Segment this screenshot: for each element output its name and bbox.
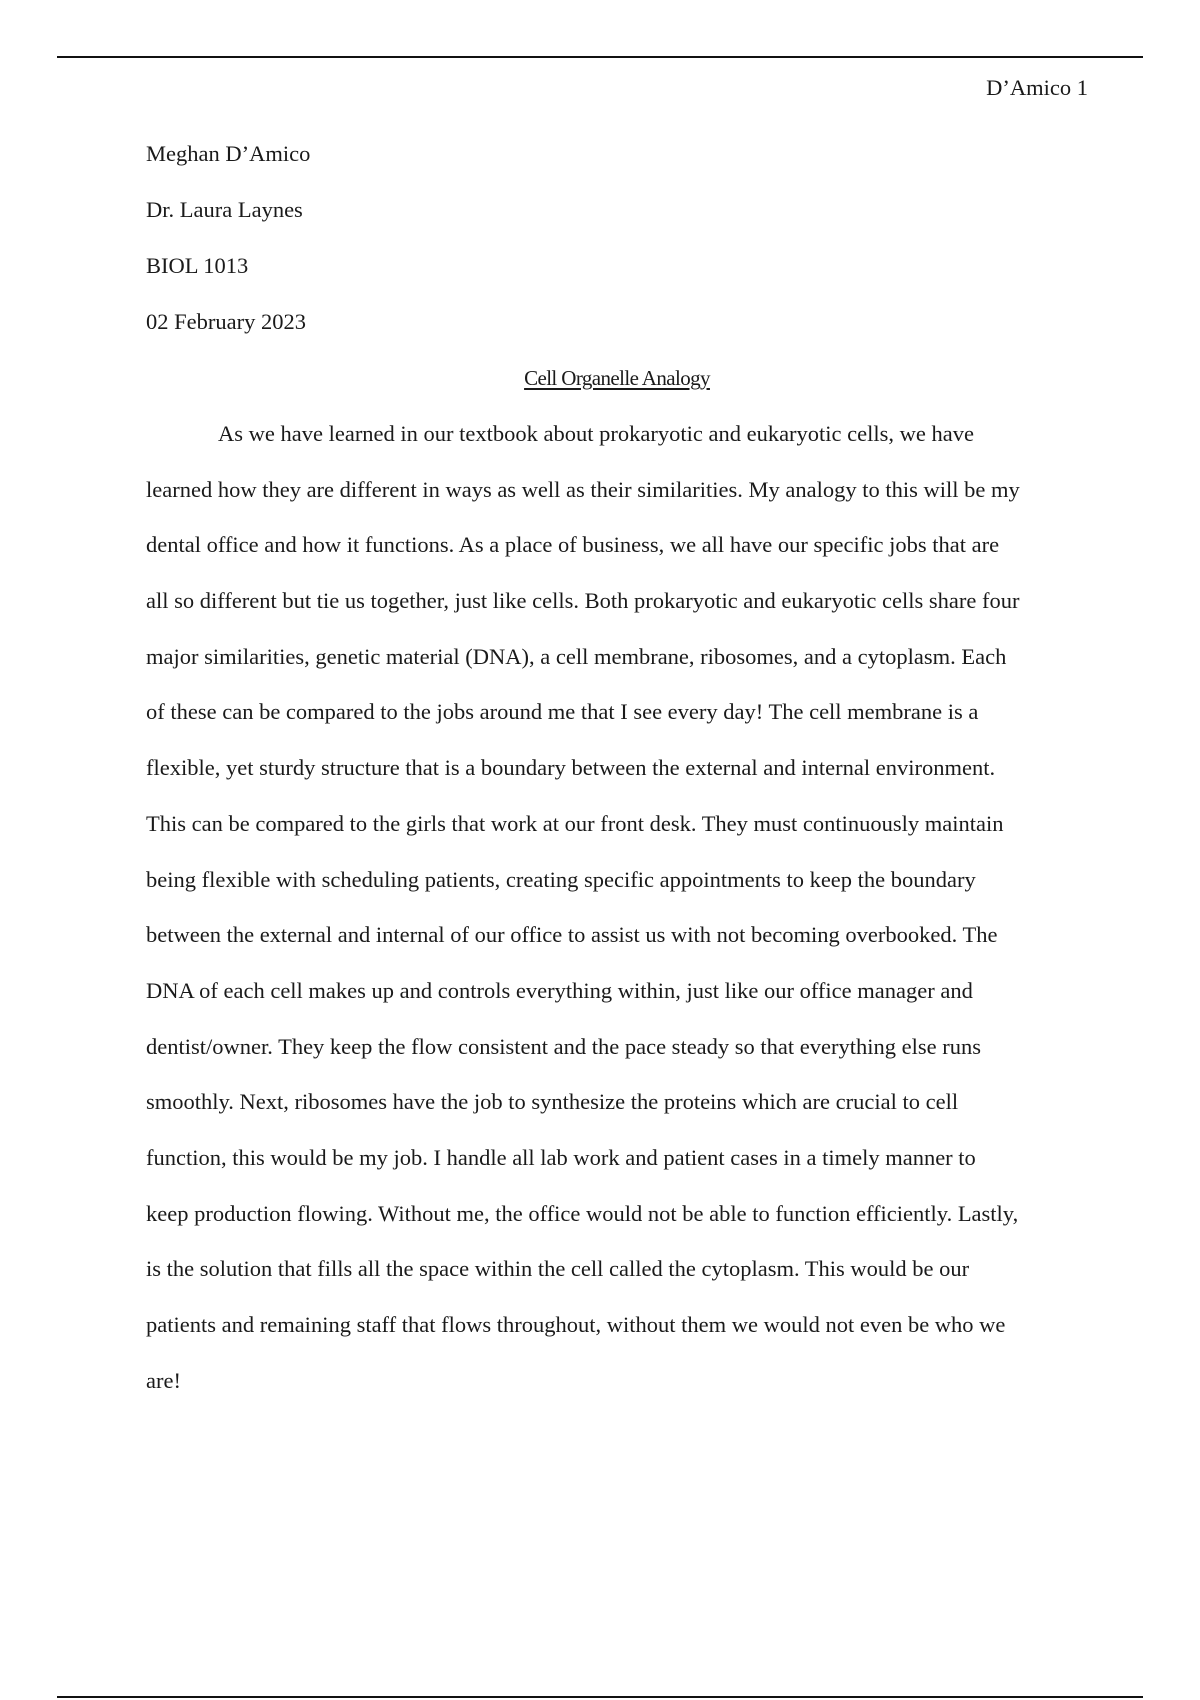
document-date: 02 February 2023 [146,309,306,334]
document-title-row [146,350,1088,406]
body-line: all so different but tie us together, just like cells. Both prokaryotic and eukaryotic cells share four [146,588,1020,614]
body-line: patients and remaining staff that flows throughout, without them we would not even be who we [146,1312,1006,1337]
author-name: Meghan D’Amico [146,141,311,166]
course-code: BIOL 1013 [146,253,249,278]
instructor-name: Dr. Laura Laynes [146,197,303,222]
body-line: This can be compared to the girls that work at our front desk. They must continuously maintain [146,810,1004,836]
body-line: dental office and how it functions. As a place of business, we all have our specific jobs that are [146,532,1000,558]
body-line: DNA of each cell makes up and controls everything within, just like our office manager and [146,977,973,1003]
bottom-page-border [57,1696,1143,1698]
body-line: is the solution that fills all the space within the cell called the cytoplasm. This would be our [146,1256,970,1282]
body-line: are! [146,1367,181,1393]
body-paragraph [146,406,1088,1408]
body-line: major similarities, genetic material (DNA), a cell membrane, ribosomes, and a cytoplasm. Each [146,643,1007,669]
body-line: flexible, yet sturdy structure that is a boundary between the external and internal environment. [146,755,996,781]
body-line: keep production flowing. Without me, the office would not be able to function efficiently. Lastly, [146,1200,1019,1226]
body-line: smoothly. Next, ribosomes have the job to synthesize the proteins which are crucial to cell [146,1089,959,1115]
body-line: between the external and internal of our office to assist us with not becoming overbooked. The [146,922,998,948]
running-head: D’Amico 1 [986,75,1088,100]
body-line: being flexible with scheduling patients, creating specific appointments to keep the boundary [146,866,976,892]
body-line: As we have learned in our textbook about prokaryotic and eukaryotic cells, we have [218,421,974,446]
document-title: Cell Organelle Analogy [524,366,710,390]
document-page [146,70,1088,1408]
body-line: of these can be compared to the jobs around me that I see every day! The cell membrane is a [146,699,979,725]
body-line: function, this would be my job. I handle all lab work and patient cases in a timely manner to [146,1144,976,1170]
body-line: learned how they are different in ways as well as their similarities. My analogy to this will be my [146,476,1020,502]
top-page-border [57,56,1143,58]
body-line: dentist/owner. They keep the flow consistent and the pace steady so that everything else runs [146,1033,981,1059]
